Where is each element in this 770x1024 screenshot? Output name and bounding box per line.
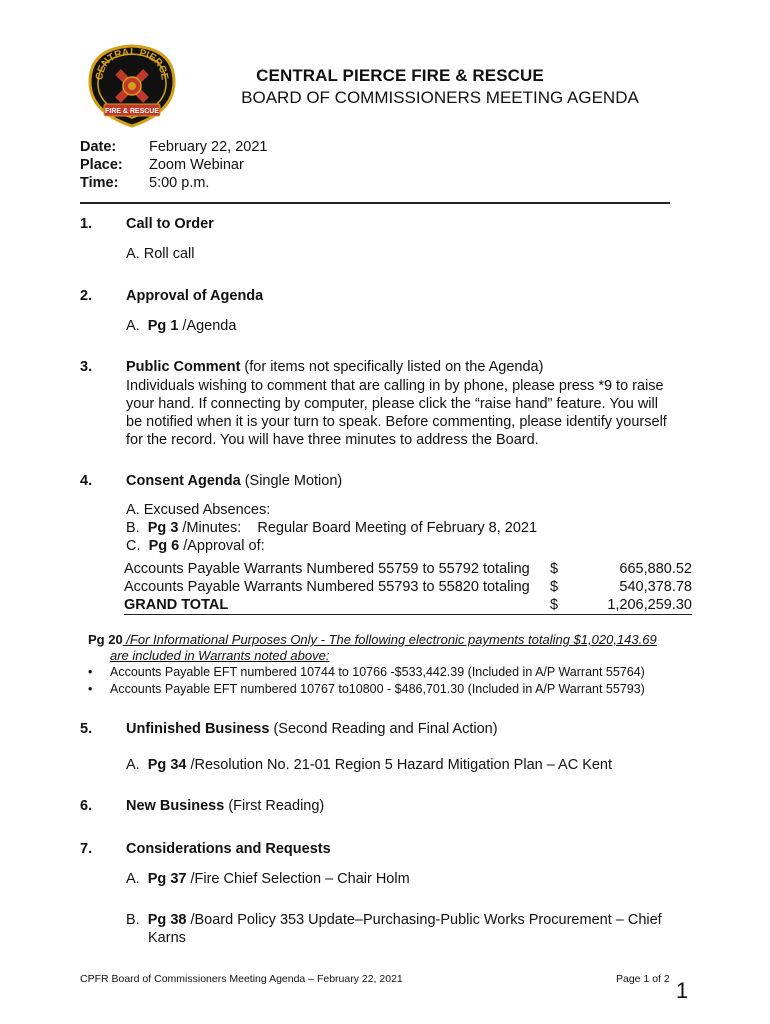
item-1-sub-a: A. Roll call [126, 246, 195, 262]
time-label: Time: [80, 175, 119, 191]
logo-text-top: CENTRAL PIERCE [94, 46, 170, 81]
dollar-sign: $ [550, 561, 559, 577]
date-value: February 22, 2021 [149, 139, 268, 155]
doc-title: CENTRAL PIERCE FIRE & RESCUE [256, 66, 544, 85]
date-label: Date: [80, 139, 117, 155]
page-stamp-number: 1 [676, 978, 689, 1003]
warrant-amount: 540,378.78 [619, 579, 692, 595]
item-4-sub-b: B. Pg 3 /Minutes: Regular Board Meeting of February 8, 2021 [126, 520, 538, 536]
grand-total-amount: 1,206,259.30 [574, 596, 692, 615]
item-2-heading: Approval of Agenda [126, 288, 264, 304]
item-2-number: 2. [80, 288, 93, 304]
warrants-table [124, 560, 692, 615]
table-row [124, 578, 692, 596]
public-comment-text: Individuals wishing to comment that are calling in by phone, please press *9 to raise your hand. If connecting by computer, please click the “raise hand” feature. You will be notified when it is your turn to speak. Before commenting, please identify yourself for the record. You will have three minutes to address the Board. [126, 378, 667, 448]
page-number: Page 1 of 2 [616, 973, 670, 985]
doc-subtitle: BOARD OF COMMISSIONERS MEETING AGENDA [241, 88, 639, 107]
item-6-heading: New Business (First Reading) [126, 798, 325, 814]
header-divider [80, 202, 670, 204]
item-6-number: 6. [80, 798, 93, 814]
logo-text-bottom: FIRE & RESCUE [104, 108, 160, 115]
item-7-sub-a: A. Pg 37 /Fire Chief Selection – Chair Holm [126, 871, 410, 887]
place-value: Zoom Webinar [149, 157, 244, 173]
dollar-sign: $ [550, 579, 559, 595]
grand-total-label: GRAND TOTAL [124, 596, 550, 615]
item-7-heading: Considerations and Requests [126, 841, 331, 857]
warrant-amount: 665,880.52 [619, 561, 692, 577]
warrant-label: Accounts Payable Warrants Numbered 55759 to 55792 totaling [124, 561, 530, 577]
eft-bullet: • Accounts Payable EFT numbered 10744 to 10766 -$533,442.39 (Included in A/P Warrant 55764) [88, 665, 645, 679]
item-1-number: 1. [80, 216, 93, 232]
item-5-number: 5. [80, 721, 93, 737]
item-4-sub-a: A. Excused Absences: [126, 502, 271, 518]
item-7-sub-b-continued: Karns [148, 930, 186, 946]
grand-total-row [124, 596, 692, 615]
item-7-number: 7. [80, 841, 93, 857]
dollar-sign: $ [550, 596, 574, 615]
item-1-heading: Call to Order [126, 216, 214, 232]
footer-text: CPFR Board of Commissioners Meeting Agenda – February 22, 2021 [80, 973, 403, 985]
eft-bullet: • Accounts Payable EFT numbered 10767 to10800 - $486,701.30 (Included in A/P Warrant 55793) [88, 682, 645, 696]
item-7-sub-b: B. Pg 38 /Board Policy 353 Update–Purchasing-Public Works Procurement – Chief [126, 912, 662, 928]
item-3-heading: Public Comment (for items not specifically listed on the Agenda) [126, 359, 544, 375]
place-label: Place: [80, 157, 123, 173]
item-4-number: 4. [80, 473, 93, 489]
item-2-sub-a: A. Pg 1 /Agenda [126, 318, 237, 334]
warrant-label: Accounts Payable Warrants Numbered 55793 to 55820 totaling [124, 579, 530, 595]
time-value: 5:00 p.m. [149, 175, 210, 191]
table-row [124, 560, 692, 578]
item-5-sub-a: A. Pg 34 /Resolution No. 21-01 Region 5 Hazard Mitigation Plan – AC Kent [126, 757, 613, 773]
informational-note: Pg 20 /For Informational Purposes Only - The following electronic payments totaling $1,020,143.69 are included in Warrants noted above: [88, 632, 657, 663]
item-4-heading: Consent Agenda (Single Motion) [126, 473, 343, 489]
item-5-heading: Unfinished Business (Second Reading and Final Action) [126, 721, 498, 737]
cpfr-logo [80, 42, 184, 130]
item-4-sub-c: C. Pg 6 /Approval of: [126, 538, 265, 554]
item-3-number: 3. [80, 359, 93, 375]
